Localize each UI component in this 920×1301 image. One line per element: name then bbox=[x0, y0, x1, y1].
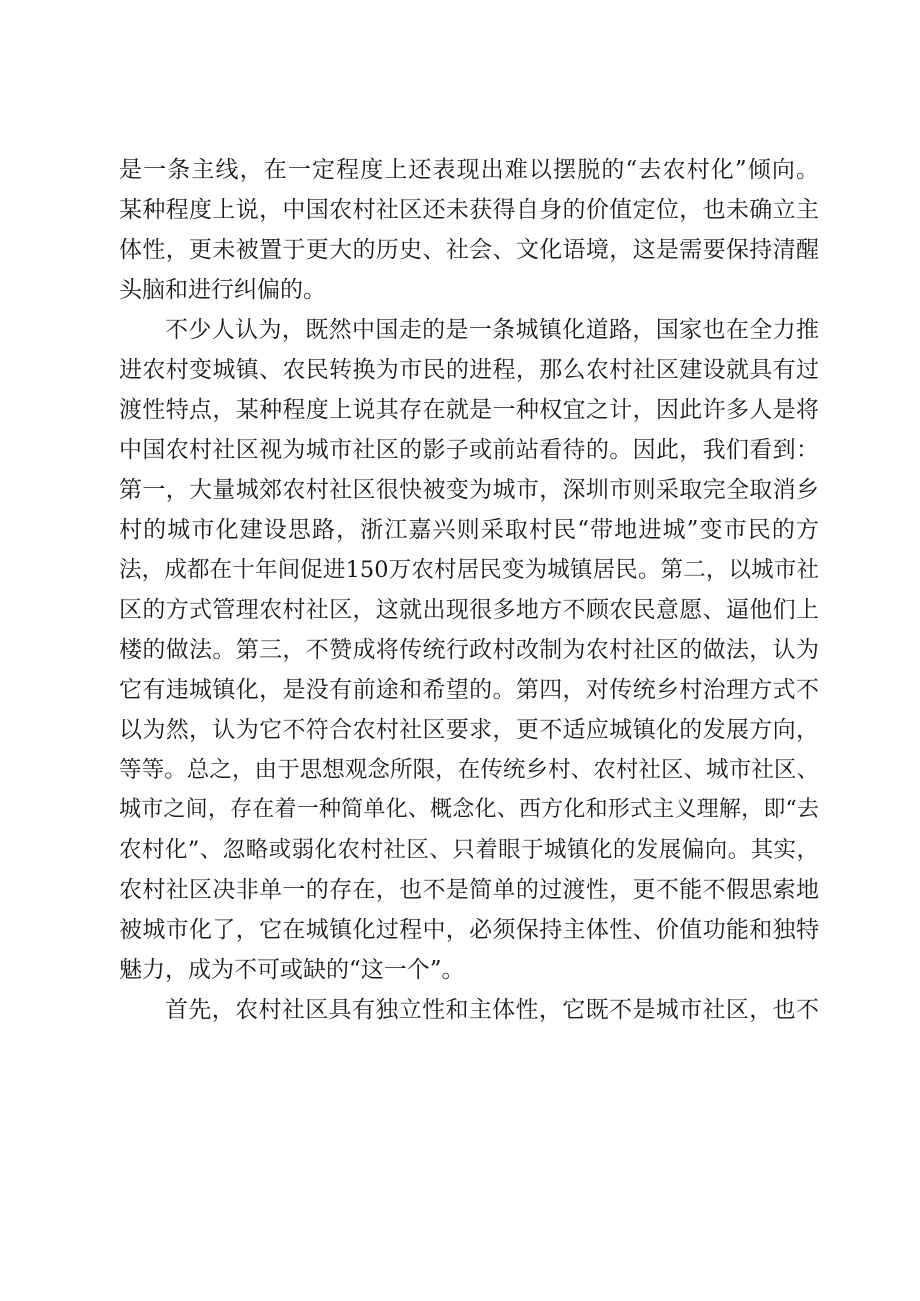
text-line: 等等。总之，由于思想观念所限，在传统乡村、农村社区、城市社区、 bbox=[119, 757, 819, 783]
paragraph-first-line: 不少人认为，既然中国走的是一条城镇化道路，国家也在全力推 bbox=[165, 317, 819, 343]
text-line: 法，成都在十年间促进150万农村居民变为城镇居民。第二，以城市社 bbox=[119, 557, 819, 583]
text-line: 被城市化了，它在城镇化过程中，必须保持主体性、价值功能和独特 bbox=[119, 917, 819, 943]
text-line: 某种程度上说，中国农村社区还未获得自身的价值定位，也未确立主 bbox=[119, 197, 819, 223]
text-line: 渡性特点，某种程度上说其存在就是一种权宜之计，因此许多人是将 bbox=[119, 397, 819, 423]
text-line: 城市之间，存在着一种简单化、概念化、西方化和形式主义理解，即“去 bbox=[119, 797, 819, 822]
text-line: 楼的做法。第三，不赞成将传统行政村改制为农村社区的做法，认为 bbox=[119, 637, 819, 663]
text-line: 农村社区决非单一的存在，也不是简单的过渡性，更不能不假思索地 bbox=[119, 877, 819, 903]
text-line: 第一，大量城郊农村社区很快被变为城市，深圳市则采取完全取消乡 bbox=[119, 477, 819, 503]
text-line: 村的城市化建设思路，浙江嘉兴则采取村民“带地进城”变市民的方 bbox=[119, 517, 819, 543]
text-line: 体性，更未被置于更大的历史、社会、文化语境，这是需要保持清醒 bbox=[119, 237, 819, 263]
text-line: 农村化”、忽略或弱化农村社区、只着眼于城镇化的发展偏向。其实， bbox=[119, 837, 819, 863]
text-line: 魅力，成为不可或缺的“这一个”。 bbox=[119, 957, 465, 983]
text-line: 区的方式管理农村社区，这就出现很多地方不顾农民意愿、逼他们上 bbox=[119, 597, 819, 623]
text-line: 头脑和进行纠偏的。 bbox=[119, 277, 326, 303]
text-line: 以为然，认为它不符合农村社区要求，更不适应城镇化的发展方向， bbox=[119, 717, 819, 743]
text-line: 中国农村社区视为城市社区的影子或前站看待的。因此，我们看到： bbox=[119, 437, 819, 463]
body-text bbox=[119, 150, 819, 1030]
paragraph-first-line: 首先，农村社区具有独立性和主体性，它既不是城市社区，也不 bbox=[165, 997, 819, 1023]
text-line: 是一条主线，在一定程度上还表现出难以摆脱的“去农村化”倾向。 bbox=[119, 157, 819, 183]
text-line: 它有违城镇化，是没有前途和希望的。第四，对传统乡村治理方式不 bbox=[119, 677, 819, 703]
text-line: 进农村变城镇、农民转换为市民的进程，那么农村社区建设就具有过 bbox=[119, 357, 819, 383]
